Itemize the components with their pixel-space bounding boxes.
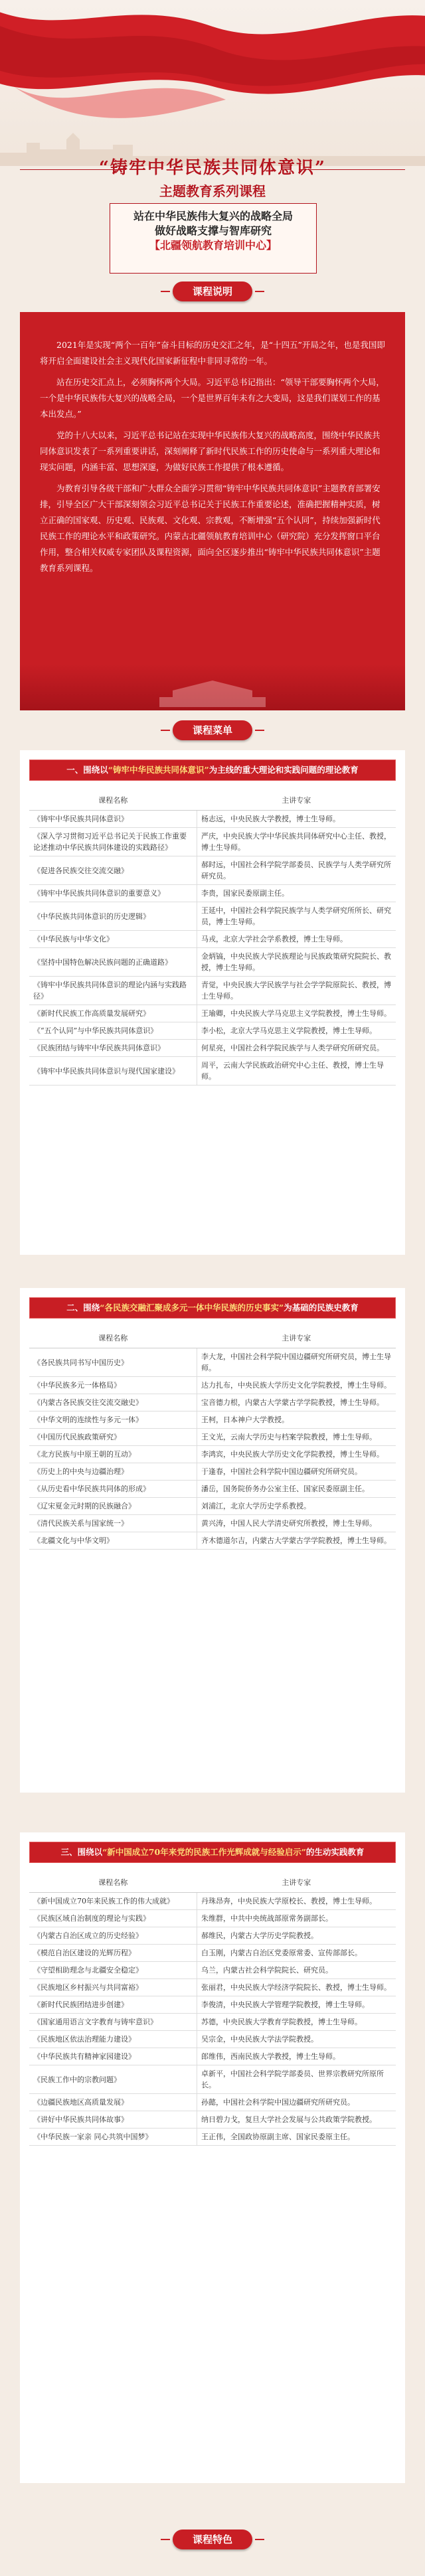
course-table — [29, 790, 396, 1086]
course-name: 《国家通用语言文字教育与铸牢意识》 — [29, 2014, 197, 2031]
theme-box — [110, 203, 317, 274]
lecturer: 李大龙，中国社会科学院中国边疆研究所研究员，博士生导师。 — [197, 1348, 396, 1377]
theme-line-3: 【北疆领航教育培训中心】 — [149, 239, 277, 252]
table-row — [29, 1348, 396, 1377]
lecturer: 王柯，日本神户大学教授。 — [197, 1411, 396, 1429]
course-name: 《铸牢中华民族共同体意识与现代国家建设》 — [29, 1057, 197, 1086]
table-row — [29, 1429, 396, 1446]
lecturer: 孙懿，中国社会科学院中国边疆研究所研究员。 — [197, 2094, 396, 2111]
lecturer: 卓新平，中国社会科学院学部委员、世界宗教研究所原所长。 — [197, 2065, 396, 2094]
table-row — [29, 1377, 396, 1394]
lecturer: 白玉刚，内蒙古自治区党委原常委、宣传部部长。 — [197, 1945, 396, 1962]
table-row — [29, 1022, 396, 1040]
course-desc-button[interactable]: 课程说明 — [173, 282, 252, 301]
course-name: 《从历史看中华民族共同体的形成》 — [29, 1481, 197, 1498]
table-row — [29, 1996, 396, 2014]
lecturer: 郝维民，内蒙古大学历史学院教授。 — [197, 1927, 396, 1945]
table-row — [29, 1515, 396, 1532]
lecturer: 宝音德力根，内蒙古大学蒙古学学院教授，博士生导师。 — [197, 1394, 396, 1411]
course-name: 《清代民族关系与国家统一》 — [29, 1515, 197, 1532]
lecturer: 苏德，中央民族大学教育学院教授，博士生导师。 — [197, 2014, 396, 2031]
section-header-emphasis: “各民族交融汇聚成多元一体中华民族的历史事实” — [100, 1303, 284, 1313]
lecturer: 王正伟，全国政协原副主席、国家民委原主任。 — [197, 2129, 396, 2146]
section-header-prefix: 三、围绕以 — [60, 1847, 103, 1857]
course-name: 《铸牢中华民族共同体意识的理论内涵与实践路径》 — [29, 977, 197, 1005]
lecturer: 黄兴涛，中国人民大学清史研究所教授，博士生导师。 — [197, 1515, 396, 1532]
course-name: 《坚持中国特色解决民族问题的正确道路》 — [29, 948, 197, 977]
table-row — [29, 1481, 396, 1498]
lecturer: 丹珠昂奔，中央民族大学原校长、教授，博士生导师。 — [197, 1893, 396, 1910]
course-name: 《各民族共同书写中国历史》 — [29, 1348, 197, 1377]
lecturer: 乌兰，内蒙古社会科学院院长、研究员。 — [197, 1962, 396, 1979]
section-header-emphasis: “新中国成立70年来党的民族工作光辉成就与经验启示” — [102, 1847, 306, 1857]
lecturer: 达力扎布，中央民族大学历史文化学院教授，博士生导师。 — [197, 1377, 396, 1394]
course-name: 《辽宋夏金元时期的民族融合》 — [29, 1498, 197, 1515]
table-row — [29, 2014, 396, 2031]
section-header — [29, 1842, 396, 1863]
lecturer: 朱维群，中共中央统战部原常务副部长。 — [197, 1910, 396, 1927]
course-name: 《中华民族与中华文化》 — [29, 931, 197, 948]
table-row — [29, 1532, 396, 1550]
course-name: 《促进各民族交往交流交融》 — [29, 856, 197, 885]
column-header: 主讲专家 — [197, 1328, 396, 1348]
course-name: 《北方民族与中原王朝的互动》 — [29, 1446, 197, 1463]
course-name: 《民族区域自治制度的理论与实践》 — [29, 1910, 197, 1927]
table-row — [29, 1962, 396, 1979]
table-row — [29, 2111, 396, 2129]
course-table — [29, 1328, 396, 1550]
table-row — [29, 1040, 396, 1057]
course-name: 《新时代民族团结进步创建》 — [29, 1996, 197, 2014]
intro-paragraph: 2021年是实现“两个一百年”奋斗目标的历史交汇之年，是“十四五”开局之年，也是我国即将开启全面建设社会主义现代化国家新征程中非同寻常的一年。 — [40, 340, 385, 366]
intro-paragraph: 为教育引导各级干部和广大群众全面学习贯彻“铸牢中华民族共同体意识”主题教育部署安排，引导全区广大干部深刻领会习近平总书记关于民族工作重要论述，准确把握精神实质，树立正确的国家观、历史观、民族观、文化观、宗教观，不断增强“五个认同”，持续加强新时代民族工作的理论水平和政策研究。内蒙古北疆领航教育培训中心（研究院）充分发挥窗口平台作用，整合相关权威专家团队及课程资源，面向全区逐步推出“铸牢中华民族共同体意识”主题教育系列课程。 — [40, 483, 381, 573]
course-section-1 — [20, 750, 405, 1255]
section-header-emphasis: “铸牢中华民族共同体意识” — [108, 765, 209, 775]
section-header-suffix: 的生动实践教育 — [305, 1847, 365, 1857]
table-row — [29, 1927, 396, 1945]
table-row — [29, 1498, 396, 1515]
section-header-prefix: 一、围绕以 — [66, 765, 108, 775]
table-row — [29, 1463, 396, 1481]
table-row — [29, 856, 396, 885]
lecturer: 潘岳，国务院侨务办公室主任、国家民委原副主任。 — [197, 1481, 396, 1498]
section-header-prefix: 二、围绕 — [66, 1303, 100, 1313]
table-row — [29, 948, 396, 977]
page-subtitle: 主题教育系列课程 — [159, 183, 266, 199]
lecturer: 吴宗金，中央民族大学法学院教授。 — [197, 2031, 396, 2048]
intro-paragraph: 站在历史交汇点上，必须胸怀两个大局。习近平总书记指出：“领导干部要胸怀两个大局，一个是中华民族伟大复兴的战略全局，一个是世界百年未有之大变局，这是我们谋划工作的基本出发点。” — [40, 377, 384, 419]
table-row — [29, 1893, 396, 1910]
course-name: 《铸牢中华民族共同体意识》 — [29, 811, 197, 828]
lecturer: 王延中，中国社会科学院民族学与人类学研究所所长、研究员，博士生导师。 — [197, 902, 396, 931]
intro-panel — [20, 312, 405, 664]
table-row — [29, 1910, 396, 1927]
course-feature-button[interactable]: 课程特色 — [173, 2530, 252, 2549]
lecturer: 李鸿宾，中央民族大学历史文化学院教授，博士生导师。 — [197, 1446, 396, 1463]
table-row — [29, 885, 396, 902]
section-header — [29, 1297, 396, 1319]
theme-line-1: 站在中华民族伟大复兴的战略全局 — [133, 210, 293, 222]
table-row — [29, 977, 396, 1005]
course-name: 《民族团结与铸牢中华民族共同体意识》 — [29, 1040, 197, 1057]
lecturer: 纳日碧力戈，复旦大学社会发展与公共政策学院教授。 — [197, 2111, 396, 2129]
course-table — [29, 1872, 396, 2146]
section-header — [29, 760, 396, 781]
lecturer: 王文光，云南大学历史与档案学院教授，博士生导师。 — [197, 1429, 396, 1446]
course-name: 《模范自治区建设的光辉历程》 — [29, 1945, 197, 1962]
column-header: 课程名称 — [29, 790, 197, 811]
table-row — [29, 1057, 396, 1086]
course-name: 《历史上的中央与边疆治理》 — [29, 1463, 197, 1481]
course-name: 《新时代民族工作高质量发展研究》 — [29, 1005, 197, 1022]
table-row — [29, 931, 396, 948]
table-row — [29, 1979, 396, 1996]
lecturer: 郎维伟，西南民族大学教授，博士生导师。 — [197, 2048, 396, 2065]
course-name: 《中华民族一家亲 同心共筑中国梦》 — [29, 2129, 197, 2146]
course-name: 《深入学习贯彻习近平总书记关于民族工作重要论述推动中华民族共同体建设的实践路径》 — [29, 828, 197, 856]
course-name: 《民族地区依法治理能力建设》 — [29, 2031, 197, 2048]
lecturer: 何星亮，中国社会科学院民族学与人类学研究所研究员。 — [197, 1040, 396, 1057]
course-name: 《中华民族多元一体格局》 — [29, 1377, 197, 1394]
table-row — [29, 2065, 396, 2094]
column-header: 主讲专家 — [197, 1872, 396, 1893]
column-header: 课程名称 — [29, 1872, 197, 1893]
course-name: 《北疆文化与中华文明》 — [29, 1532, 197, 1550]
intro-paragraph: 党的十八大以来，习近平总书记站在实现中华民族伟大复兴的战略高度，围绕中华民族共同体意识发表了一系列重要讲话，深刻阐释了新时代民族工作的历史使命与一系列重大理论和现实问题，内涵丰富、思想深邃，为做好民族工作提供了根本遵循。 — [40, 430, 381, 472]
table-row — [29, 1945, 396, 1962]
course-name: 《守望相助理念与北疆安全稳定》 — [29, 1962, 197, 1979]
table-row — [29, 2031, 396, 2048]
lecturer: 李贵，国家民委原副主任。 — [197, 885, 396, 902]
course-menu-button[interactable]: 课程菜单 — [173, 720, 252, 740]
lecturer: 李俊清，中央民族大学管理学院教授，博士生导师。 — [197, 1996, 396, 2014]
theme-line-2: 做好战略支撑与智库研究 — [154, 224, 272, 237]
course-name: 《内蒙古自治区成立的历史经验》 — [29, 1927, 197, 1945]
table-row — [29, 1005, 396, 1022]
lecturer: 李小松，北京大学马克思主义学院教授，博士生导师。 — [197, 1022, 396, 1040]
lecturer: 于逢春，中国社会科学院中国边疆研究所研究员。 — [197, 1463, 396, 1481]
table-row — [29, 2129, 396, 2146]
table-row — [29, 2048, 396, 2065]
course-name: 《中华文明的连续性与多元一体》 — [29, 1411, 197, 1429]
column-header: 课程名称 — [29, 1328, 197, 1348]
lecturer: 马戎，北京大学社会学系教授，博士生导师。 — [197, 931, 396, 948]
course-section-3 — [20, 1832, 405, 2483]
table-row — [29, 2094, 396, 2111]
course-name: 《民族地区乡村振兴与共同富裕》 — [29, 1979, 197, 1996]
course-name: 《讲好中华民族共同体故事》 — [29, 2111, 197, 2129]
course-name: 《内蒙古各民族交往交流交融史》 — [29, 1394, 197, 1411]
course-name: 《“五个认同”与中华民族共同体意识》 — [29, 1022, 197, 1040]
course-name: 《新中国成立70年来民族工作的伟大成就》 — [29, 1893, 197, 1910]
table-row — [29, 828, 396, 856]
lecturer: 张丽君，中央民族大学经济学院院长、教授，博士生导师。 — [197, 1979, 396, 1996]
lecturer: 齐木德道尔吉，内蒙古大学蒙古学学院教授，博士生导师。 — [197, 1532, 396, 1550]
section-header-suffix: 为基础的民族史教育 — [284, 1303, 359, 1313]
table-row — [29, 811, 396, 828]
lecturer: 杨志远，中央民族大学教授，博士生导师。 — [197, 811, 396, 828]
course-name: 《民族工作中的宗教问题》 — [29, 2065, 197, 2094]
lecturer: 金炳镐，中央民族大学民族理论与民族政策研究院院长、教授，博士生导师。 — [197, 948, 396, 977]
course-name: 《中华民族共有精神家园建设》 — [29, 2048, 197, 2065]
tiananmen-icon — [146, 671, 279, 710]
column-header: 主讲专家 — [197, 790, 396, 811]
page-title: “铸牢中华民族共同体意识” — [99, 158, 326, 178]
lecturer: 刘浦江，北京大学历史学系教授。 — [197, 1498, 396, 1515]
hero-banner — [0, 0, 425, 166]
lecturer: 郝时远，中国社会科学院学部委员、民族学与人类学研究所研究员。 — [197, 856, 396, 885]
lecturer: 青觉，中央民族大学民族学与社会学学院原院长、教授，博士生导师。 — [197, 977, 396, 1005]
lecturer: 严庆，中央民族大学中华民族共同体研究中心主任、教授，博士生导师。 — [197, 828, 396, 856]
course-name: 《铸牢中华民族共同体意识的重要意义》 — [29, 885, 197, 902]
section-header-suffix: 为主线的重大理论和实践问题的理论教育 — [209, 765, 359, 775]
course-name: 《中华民族共同体意识的历史逻辑》 — [29, 902, 197, 931]
table-row — [29, 1411, 396, 1429]
course-name: 《边疆民族地区高质量发展》 — [29, 2094, 197, 2111]
red-flag-icon — [0, 0, 425, 133]
table-row — [29, 902, 396, 931]
lecturer: 周平，云南大学民族政治研究中心主任、教授，博士生导师。 — [197, 1057, 396, 1086]
table-row — [29, 1446, 396, 1463]
table-row — [29, 1394, 396, 1411]
course-name: 《中国历代民族政策研究》 — [29, 1429, 197, 1446]
course-section-2 — [20, 1288, 405, 1793]
lecturer: 王瑜卿，中央民族大学马克思主义学院教授，博士生导师。 — [197, 1005, 396, 1022]
